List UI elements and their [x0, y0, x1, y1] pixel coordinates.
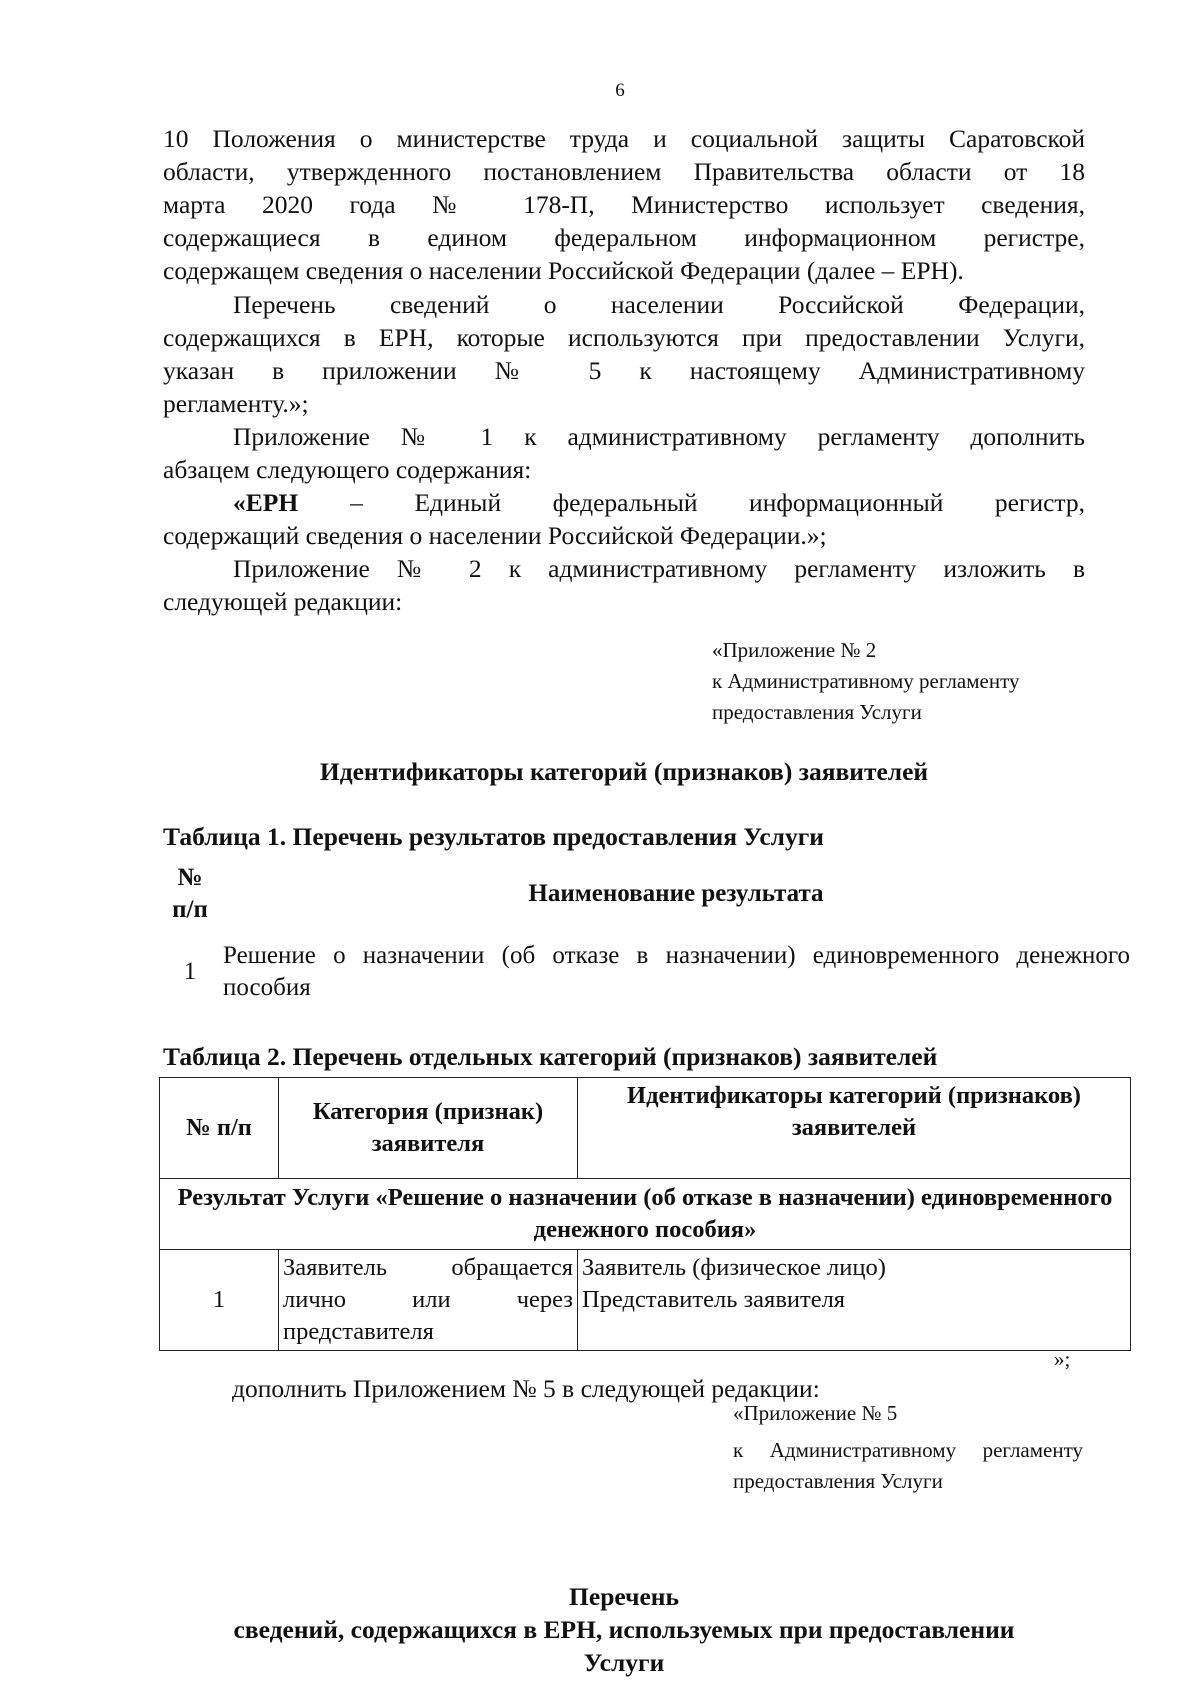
table-2 — [159, 1077, 1131, 1351]
col-category-header: Категория (признак) заявителя — [279, 1078, 578, 1179]
final-title-line: Услуги — [583, 1648, 665, 1677]
paragraph-2 — [163, 288, 1085, 420]
appendix-2-header — [712, 635, 1112, 728]
final-title-line: Перечень — [569, 1582, 679, 1611]
section-title: Идентификаторы категорий (признаков) заявителей — [319, 757, 929, 786]
appendix-line: «Приложение № 5 — [733, 1401, 898, 1425]
table-header-row — [160, 1078, 1131, 1179]
table-header-row — [159, 855, 1131, 933]
table-row — [160, 1250, 1131, 1351]
final-title — [163, 1580, 1085, 1679]
table-2-title: Таблица 2. Перечень отдельных категорий (признаков) заявителей — [163, 1042, 938, 1071]
identifier-item: Представитель заявителя — [582, 1286, 846, 1313]
text-line: марта 2020 года № 178-П, Министерство использует сведения, — [163, 190, 1085, 219]
text-line: содержащиеся в едином федеральном информационном регистре, — [163, 223, 1085, 252]
col-name-header: Наименование результата — [528, 880, 824, 907]
appendix-line: «Приложение № 2 — [712, 638, 877, 662]
identifier-item: Заявитель (физическое лицо) — [582, 1254, 886, 1281]
text-line: 10 Положения о министерстве труда и социальной защиты Саратовской — [163, 124, 1085, 153]
final-title-line: сведений, содержащихся в ЕРН, используемых при предоставлении — [233, 1615, 1015, 1644]
paragraph-5 — [163, 552, 1085, 618]
text-line: содержащем сведения о населении Российской Федерации (далее – ЕРН). — [163, 256, 964, 285]
row-identifiers — [578, 1250, 1131, 1351]
paragraph-1 — [163, 122, 1085, 287]
text-line: регламенту.»; — [163, 389, 309, 418]
col-num-header-line: п/п — [172, 896, 208, 923]
ern-term: «ЕРН — [233, 488, 299, 517]
text-line: содержащий сведения о населении Российской Федерации.»; — [163, 521, 827, 550]
paragraph-4 — [163, 486, 1085, 552]
col-num-header: № п/п — [160, 1078, 279, 1179]
row-num: 1 — [183, 958, 197, 985]
text-line: Приложение № 1 к административному регламенту дополнить — [233, 422, 1085, 451]
result-cell: Результат Услуги «Решение о назначении (об отказе в назначении) единовременного денежного пособия» — [160, 1179, 1131, 1250]
text-line: области, утвержденного постановлением Правительства области от 18 — [163, 157, 1085, 186]
table-row — [159, 933, 1131, 1011]
text-line: содержащихся в ЕРН, которые используются при предоставлении Услуги, — [163, 323, 1085, 352]
ern-definition: – Единый федеральный информационный регистр, — [350, 488, 1085, 517]
appendix-body: к Административному регламенту предоставления Услуги — [733, 1438, 1083, 1493]
appendix-5-header — [733, 1398, 1083, 1497]
text-line: следующей редакции: — [163, 587, 403, 616]
text-line: абзацем следующего содержания: — [163, 455, 532, 484]
text-line: Приложение № 2 к административному регламенту изложить в — [233, 554, 1085, 583]
appendix-line: предоставления Услуги — [712, 700, 922, 724]
closing-quote: »; — [1054, 1347, 1071, 1371]
text-line — [163, 486, 1085, 519]
text-line: указан в приложении № 5 к настоящему Административному — [163, 356, 1085, 385]
col-num-header-line: № — [177, 864, 203, 891]
col-num-header — [159, 855, 221, 933]
result-row — [160, 1179, 1131, 1250]
row-num: 1 — [160, 1250, 279, 1351]
row-category: Заявитель обращается лично или через представителя — [279, 1250, 578, 1351]
text-line: Перечень сведений о населении Российской Федерации, — [233, 290, 1085, 319]
page-number: 6 — [615, 80, 625, 101]
table-1 — [159, 855, 1131, 1011]
row-result: Решение о назначении (об отказе в назначении) единовременного денежного пособия — [223, 942, 1130, 1001]
supplement-text: дополнить Приложением № 5 в следующей редакции: — [232, 1374, 820, 1403]
table-1-title: Таблица 1. Перечень результатов предоставления Услуги — [163, 822, 824, 851]
appendix-line: к Административному регламенту — [712, 669, 1020, 693]
col-identifiers-header: Идентификаторы категорий (признаков) заявителей — [578, 1078, 1131, 1179]
paragraph-3 — [163, 420, 1085, 486]
